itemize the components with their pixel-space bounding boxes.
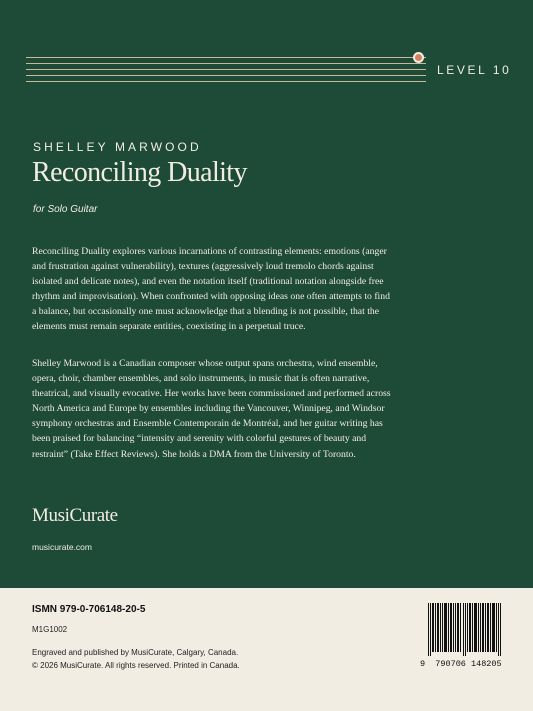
program-note: Reconciling Duality explores various incarnations of contrasting elements: emotions (anger and frustration against vulnerability), textures (aggressively loud tremolo chords against isolated and delicate notes), and even the notation itself (traditional notation alongside free rhythm and improvisation). When confronted with opposing ideas one often attempts to find a balance, but occasionally one must acknowledge that a blending is not possible, that the elements must remain separate entities, coexisting in a perpetual truce. (32, 246, 390, 333)
ismn-number: ISMN 979-0-706148-20-5 (32, 604, 146, 615)
piece-title: Reconciling Duality (32, 157, 247, 188)
barcode-icon (427, 603, 503, 656)
composer-name: SHELLEY MARWOOD (33, 140, 202, 154)
publisher-website: musicurate.com (32, 542, 92, 552)
imprint-line: Engraved and published by MusiCurate, Calgary, Canada. (32, 648, 239, 657)
staff-line (26, 63, 426, 64)
catalog-number: M1G1002 (32, 625, 68, 634)
staff-line (26, 81, 426, 82)
imprint-text (32, 647, 240, 672)
instrumentation-subtitle: for Solo Guitar (33, 204, 98, 215)
copyright-line: © 2026 MusiCurate. All rights reserved. Printed in Canada. (32, 660, 240, 670)
barcode-digits: 9 790706 148205 (420, 659, 502, 669)
level-label: LEVEL 10 (437, 63, 512, 77)
publisher-logo: MusiCurate (32, 505, 118, 526)
composer-bio: Shelley Marwood is a Canadian composer whose output spans orchestra, wind ensemble, opera, choir, chamber ensembles, and solo instruments, in music that is often narrative, theatrical, and visually evocative. Her works have been commissioned and performed across North America and Europe by ensembles including the Vancouver, Winnipeg, and Windsor symphony orchestras and Ensemble Contemporain de Montréal, and her guitar writing has been praised for balancing “intensity and serenity with colorful gestures of beauty and restraint” (Take Effect Reviews). She holds a DMA from the University of Toronto. (32, 358, 391, 460)
staff-line (26, 69, 426, 70)
staff-line (26, 75, 426, 76)
note-dot-icon (413, 52, 424, 63)
staff-line (26, 57, 426, 58)
